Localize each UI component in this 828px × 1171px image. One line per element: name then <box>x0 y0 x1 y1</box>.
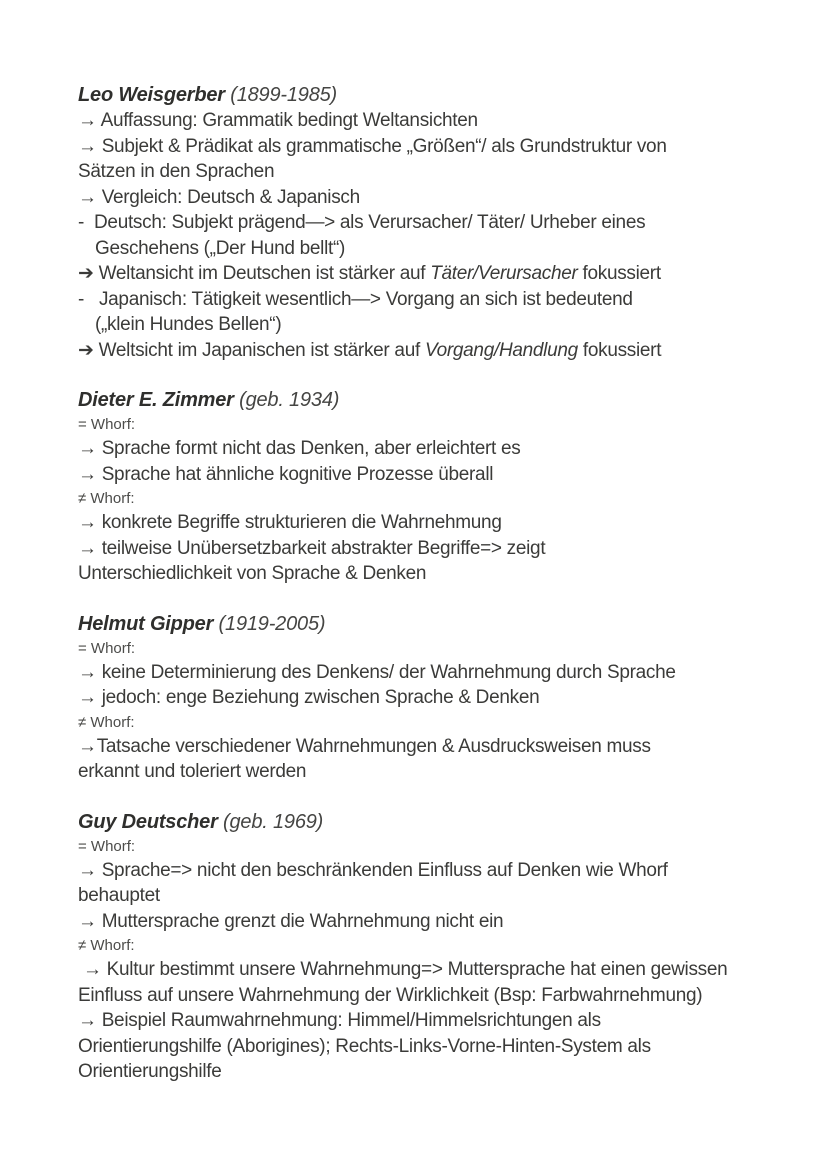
line-text: konkrete Begriffe strukturieren die Wahrnehmung <box>101 512 502 533</box>
emphasized-text: Vorgang/Handlung <box>424 339 578 361</box>
line-text: ≠ Whorf: <box>78 937 135 954</box>
note-line <box>78 1034 788 1060</box>
arrow-bullet: → <box>78 661 102 683</box>
note-line <box>78 312 788 338</box>
arrow-bullet: → <box>78 438 102 459</box>
note-line <box>78 236 788 262</box>
line-text: jedoch: enge Beziehung zwischen Sprache & Denken <box>101 687 540 708</box>
note-line <box>78 185 788 211</box>
note-line <box>78 858 788 884</box>
section-heading <box>78 82 788 108</box>
note-line <box>78 134 788 160</box>
section-heading <box>78 611 788 637</box>
line-text: ≠ Whorf: <box>78 713 135 731</box>
author-dates: (geb. 1934) <box>233 389 340 411</box>
note-line <box>78 734 788 760</box>
note-line <box>78 287 788 313</box>
line-text: Beispiel Raumwahrnehmung: Himmel/Himmelsrichtungen als <box>101 1010 601 1031</box>
line-text: erkannt und toleriert werden <box>78 761 307 782</box>
line-text: fokussiert <box>577 339 662 361</box>
line-text: Weltsicht im Japanischen ist stärker auf <box>98 339 425 361</box>
whorf-comparison-label <box>78 711 788 734</box>
arrow-bullet: → <box>78 512 102 533</box>
arrow-bullet: → <box>78 735 97 757</box>
line-text: = Whorf: <box>78 837 136 855</box>
note-line <box>78 983 788 1009</box>
line-text: Auffassung: Grammatik bedingt Weltansichten <box>100 110 478 131</box>
line-text: Sprache hat ähnliche kognitive Prozesse überall <box>101 463 494 485</box>
note-line <box>78 957 788 983</box>
note-line <box>78 759 788 785</box>
section-heading <box>78 809 788 835</box>
note-line <box>78 561 788 587</box>
arrow-bullet: → <box>78 959 107 980</box>
whorf-comparison-label <box>78 487 788 510</box>
author-name: Dieter E. Zimmer <box>78 389 234 411</box>
note-line <box>78 210 788 236</box>
whorf-comparison-label <box>78 413 788 436</box>
whorf-comparison-label <box>78 637 788 660</box>
dash-bullet: - <box>78 212 94 233</box>
note-line <box>78 1008 788 1034</box>
note-line <box>78 261 788 287</box>
note-line <box>78 436 788 462</box>
note-section <box>78 387 788 587</box>
author-name: Helmut Gipper <box>78 612 214 635</box>
line-text: = Whorf: <box>78 416 136 433</box>
arrow-bullet: → <box>78 463 102 485</box>
author-name: Guy Deutscher <box>78 810 218 833</box>
whorf-comparison-label <box>78 934 788 957</box>
line-text: Geschehens („Der Hund bellt“) <box>95 237 346 259</box>
line-text: Sprache formt nicht das Denken, aber erleichtert es <box>101 438 521 459</box>
line-text: Unterschiedlichkeit von Sprache & Denken <box>78 563 427 584</box>
note-line <box>78 660 788 686</box>
note-line <box>78 159 788 185</box>
note-line <box>78 462 788 488</box>
line-text: ≠ Whorf: <box>78 490 135 507</box>
line-text: Subjekt & Prädikat als grammatische „Größen“/ als Grundstruktur von <box>101 135 667 157</box>
line-text: keine Determinierung des Denkens/ der Wahrnehmung durch Sprache <box>101 661 676 683</box>
author-dates: (1899-1985) <box>224 84 338 106</box>
line-text: Sprache=> nicht den beschränkenden Einfluss auf Denken wie Whorf <box>101 859 668 881</box>
arrow-bullet: → <box>78 135 102 157</box>
section-heading <box>78 387 788 413</box>
line-text: Tatsache verschiedener Wahrnehmungen & Ausdrucksweisen muss <box>96 735 651 757</box>
arrow-bullet: → <box>78 910 102 932</box>
arrow-bullet: → <box>78 687 102 708</box>
line-text: teilweise Unübersetzbarkeit abstrakter Begriffe=> zeigt <box>101 537 546 559</box>
whorf-comparison-label <box>78 835 788 858</box>
line-text: Japanisch: Tätigkeit wesentlich—> Vorgang an sich ist bedeutend <box>98 288 633 310</box>
note-line <box>78 510 788 536</box>
bold-arrow-bullet: ➔ <box>78 339 99 361</box>
line-text: behauptet <box>78 885 160 906</box>
bold-arrow-bullet: ➔ <box>78 263 99 284</box>
note-line <box>78 685 788 711</box>
line-text: = Whorf: <box>78 639 136 657</box>
line-text: Einfluss auf unsere Wahrnehmung der Wirklichkeit (Bsp: Farbwahrnehmung) <box>78 984 703 1006</box>
note-section <box>78 611 788 785</box>
line-text: Muttersprache grenzt die Wahrnehmung nicht ein <box>101 910 504 932</box>
author-name: Leo Weisgerber <box>78 84 225 106</box>
line-text: („klein Hundes Bellen“) <box>95 314 282 335</box>
author-dates: (1919-2005) <box>213 612 326 635</box>
line-text: Orientierungshilfe <box>78 1061 222 1082</box>
note-line <box>78 536 788 562</box>
arrow-bullet: → <box>78 859 102 881</box>
note-line <box>78 883 788 909</box>
arrow-bullet: → <box>78 537 102 559</box>
line-text: Vergleich: Deutsch & Japanisch <box>101 186 360 208</box>
line-text: Sätzen in den Sprachen <box>78 161 275 182</box>
note-section <box>78 82 788 363</box>
emphasized-text: Täter/Verursacher <box>430 263 578 284</box>
line-text: fokussiert <box>577 263 661 284</box>
note-line <box>78 1059 788 1085</box>
arrow-bullet: → <box>78 110 101 131</box>
arrow-bullet: → <box>78 186 102 208</box>
line-text: Orientierungshilfe (Aborigines); Rechts-Links-Vorne-Hinten-System als <box>78 1035 651 1057</box>
line-text: Kultur bestimmt unsere Wahrnehmung=> Muttersprache hat einen gewissen <box>106 959 728 980</box>
note-line <box>78 338 788 364</box>
note-line <box>78 909 788 935</box>
line-text: Deutsch: Subjekt prägend—> als Verursacher/ Täter/ Urheber eines <box>94 212 646 233</box>
line-text: Weltansicht im Deutschen ist stärker auf <box>98 263 431 284</box>
dash-bullet: - <box>78 288 99 310</box>
note-line <box>78 108 788 134</box>
author-dates: (geb. 1969) <box>217 810 324 833</box>
arrow-bullet: → <box>78 1010 102 1031</box>
note-section <box>78 809 788 1085</box>
